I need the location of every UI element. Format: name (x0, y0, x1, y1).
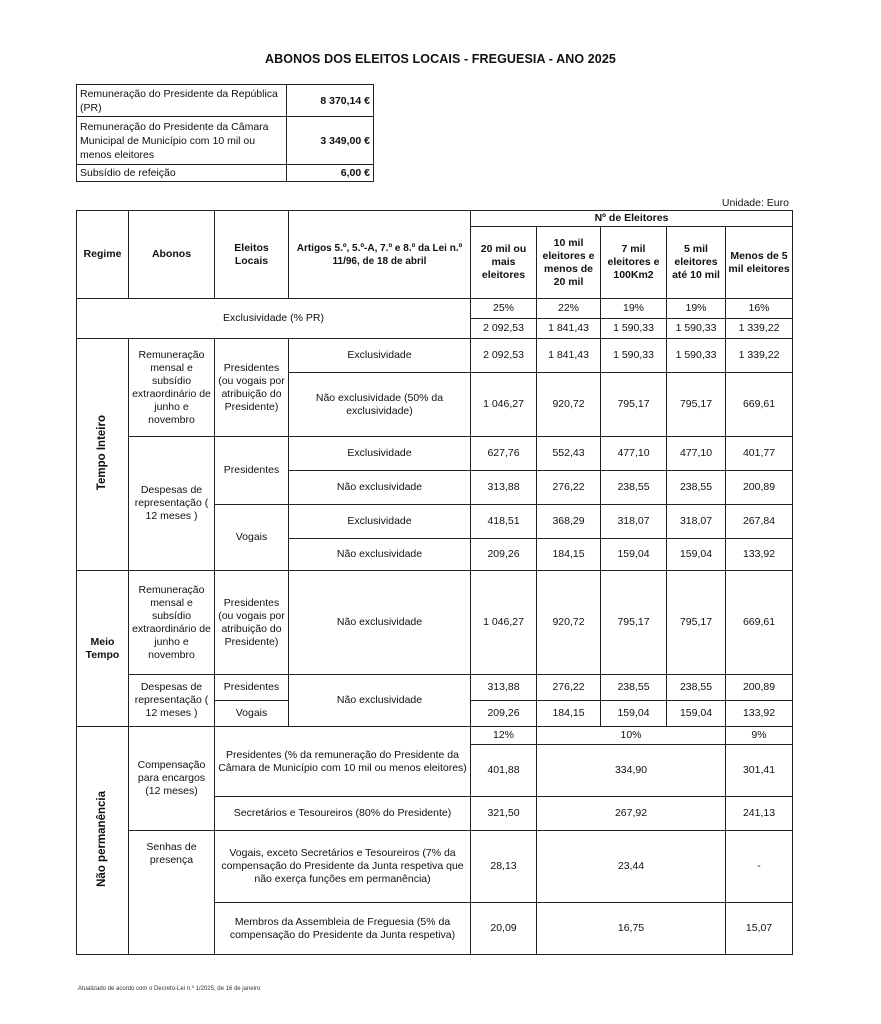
pct-cell: 22% (537, 299, 601, 319)
ref-row (77, 117, 374, 165)
value-cell: 267,84 (726, 505, 793, 539)
artigo-label: Exclusividade (289, 437, 471, 471)
value-cell: 1 590,33 (667, 319, 726, 339)
value-cell: 1 046,27 (471, 571, 537, 675)
artigo-label: Não exclusividade (289, 471, 471, 505)
abono-remuneracao: Remuneração mensal e subsídio extraordinário de junho e novembro (129, 571, 215, 675)
eleitos-presidentes-vogais: Presidentes (ou vogais por atribuição do Presidente) (215, 339, 289, 437)
ref-label: Remuneração do Presidente da Câmara Municipal de Município com 10 mil ou menos eleitores (77, 117, 287, 165)
value-cell: 159,04 (601, 539, 667, 571)
value-cell: 1 590,33 (667, 339, 726, 373)
value-cell: 313,88 (471, 675, 537, 701)
value-cell: 200,89 (726, 675, 793, 701)
value-cell: 1 590,33 (601, 319, 667, 339)
value-cell: 15,07 (726, 903, 793, 955)
eleitos-vogais: Vogais (215, 701, 289, 727)
header-col: Menos de 5 mil eleitores (726, 227, 793, 299)
value-cell: 200,89 (726, 471, 793, 505)
value-cell: 334,90 (537, 745, 726, 797)
value-cell: 184,15 (537, 539, 601, 571)
pct-cell: 16% (726, 299, 793, 319)
header-col: 5 mil eleitores até 10 mil (667, 227, 726, 299)
value-cell: 368,29 (537, 505, 601, 539)
value-cell: 159,04 (667, 539, 726, 571)
artigo-label: Não exclusividade (289, 675, 471, 727)
ref-label: Subsídio de refeição (77, 165, 287, 182)
value-cell: 669,61 (726, 373, 793, 437)
value-cell: 1 590,33 (601, 339, 667, 373)
value-cell: 552,43 (537, 437, 601, 471)
value-cell: 627,76 (471, 437, 537, 471)
abono-senhas: Senhas de presença (129, 831, 215, 955)
unit-label: Unidade: Euro (721, 197, 789, 209)
value-cell: 276,22 (537, 675, 601, 701)
value-cell: 1 046,27 (471, 373, 537, 437)
value-cell: 669,61 (726, 571, 793, 675)
exclusividade-label: Exclusividade (% PR) (77, 299, 471, 339)
eleitos-presidentes-np: Presidentes (% da remuneração do Presidente da Câmara de Município com 10 mil ou menos eleitores) (215, 727, 471, 797)
pct-cell: 10% (537, 727, 726, 745)
value-cell: 276,22 (537, 471, 601, 505)
pct-cell: 12% (471, 727, 537, 745)
value-cell: 795,17 (667, 373, 726, 437)
header-col: 20 mil ou mais eleitores (471, 227, 537, 299)
value-cell: 159,04 (667, 701, 726, 727)
pct-cell: 9% (726, 727, 793, 745)
ref-value: 6,00 € (287, 165, 374, 182)
header-n-eleitores: Nº de Eleitores (471, 211, 793, 227)
value-cell: 209,26 (471, 539, 537, 571)
eleitos-presidentes: Presidentes (215, 437, 289, 505)
artigo-label: Não exclusividade (289, 539, 471, 571)
pct-cell: 19% (667, 299, 726, 319)
eleitos-secretarios: Secretários e Tesoureiros (80% do Presidente) (215, 797, 471, 831)
value-cell: 16,75 (537, 903, 726, 955)
ref-row (77, 165, 374, 182)
header-abonos: Abonos (129, 211, 215, 299)
value-cell: 23,44 (537, 831, 726, 903)
eleitos-presidentes: Presidentes (215, 675, 289, 701)
value-cell: 267,92 (537, 797, 726, 831)
value-cell: 401,77 (726, 437, 793, 471)
ref-value: 3 349,00 € (287, 117, 374, 165)
value-cell: 301,41 (726, 745, 793, 797)
value-cell: 241,13 (726, 797, 793, 831)
value-cell: 1 841,43 (537, 319, 601, 339)
value-cell: 313,88 (471, 471, 537, 505)
reference-values-table (76, 84, 374, 182)
regime-nao-permanencia (77, 727, 129, 955)
artigo-label: Não exclusividade (289, 571, 471, 675)
value-cell: - (726, 831, 793, 903)
value-cell: 920,72 (537, 373, 601, 437)
artigo-label: Não exclusividade (50% da exclusividade) (289, 373, 471, 437)
value-cell: 209,26 (471, 701, 537, 727)
page-title: ABONOS DOS ELEITOS LOCAIS - FREGUESIA - ANO 2025 (265, 52, 616, 66)
header-col: 7 mil eleitores e 100Km2 (601, 227, 667, 299)
value-cell: 2 092,53 (471, 339, 537, 373)
value-cell: 321,50 (471, 797, 537, 831)
ref-row (77, 85, 374, 117)
value-cell: 133,92 (726, 701, 793, 727)
value-cell: 318,07 (667, 505, 726, 539)
value-cell: 1 339,22 (726, 339, 793, 373)
value-cell: 238,55 (667, 471, 726, 505)
value-cell: 401,88 (471, 745, 537, 797)
artigo-label: Exclusividade (289, 505, 471, 539)
value-cell: 1 339,22 (726, 319, 793, 339)
value-cell: 238,55 (601, 471, 667, 505)
value-cell: 238,55 (667, 675, 726, 701)
value-cell: 133,92 (726, 539, 793, 571)
ref-label: Remuneração do Presidente da República (PR) (77, 85, 287, 117)
header-eleitos: Eleitos Locais (215, 211, 289, 299)
eleitos-presidentes-vogais: Presidentes (ou vogais por atribuição do Presidente) (215, 571, 289, 675)
value-cell: 920,72 (537, 571, 601, 675)
regime-label: Não permanência (96, 790, 108, 887)
eleitos-vogais: Vogais (215, 505, 289, 571)
ref-value: 8 370,14 € (287, 85, 374, 117)
value-cell: 20,09 (471, 903, 537, 955)
value-cell: 795,17 (667, 571, 726, 675)
value-cell: 795,17 (601, 373, 667, 437)
value-cell: 184,15 (537, 701, 601, 727)
eleitos-membros: Membros da Assembleia de Freguesia (5% da compensação do Presidente da Junta respetiva) (215, 903, 471, 955)
artigo-label: Exclusividade (289, 339, 471, 373)
value-cell: 1 841,43 (537, 339, 601, 373)
abono-compensacao: Compensação para encargos (12 meses) (129, 727, 215, 831)
value-cell: 2 092,53 (471, 319, 537, 339)
value-cell: 238,55 (601, 675, 667, 701)
regime-meio-tempo: Meio Tempo (77, 571, 129, 727)
value-cell: 795,17 (601, 571, 667, 675)
footnote: Atualizado de acordo com o Decreto-Lei n.º 1/2025, de 16 de janeiro (78, 986, 261, 992)
abono-remuneracao: Remuneração mensal e subsídio extraordinário de junho e novembro (129, 339, 215, 437)
regime-label: Tempo Inteiro (96, 414, 108, 491)
value-cell: 159,04 (601, 701, 667, 727)
value-cell: 477,10 (601, 437, 667, 471)
header-col: 10 mil eleitores e menos de 20 mil (537, 227, 601, 299)
value-cell: 477,10 (667, 437, 726, 471)
regime-tempo-inteiro (77, 339, 129, 571)
pct-cell: 25% (471, 299, 537, 319)
allowances-table (76, 210, 793, 955)
header-artigos: Artigos 5.º, 5.º-A, 7.º e 8.º da Lei n.º 11/96, de 18 de abril (289, 211, 471, 299)
pct-cell: 19% (601, 299, 667, 319)
abono-despesas: Despesas de representação ( 12 meses ) (129, 675, 215, 727)
eleitos-vogais-np: Vogais, exceto Secretários e Tesoureiros (7% da compensação do Presidente da Junta respetiva que não exerça funções em permanência) (215, 831, 471, 903)
value-cell: 318,07 (601, 505, 667, 539)
header-regime: Regime (77, 211, 129, 299)
value-cell: 28,13 (471, 831, 537, 903)
abono-despesas: Despesas de representação ( 12 meses ) (129, 437, 215, 571)
value-cell: 418,51 (471, 505, 537, 539)
